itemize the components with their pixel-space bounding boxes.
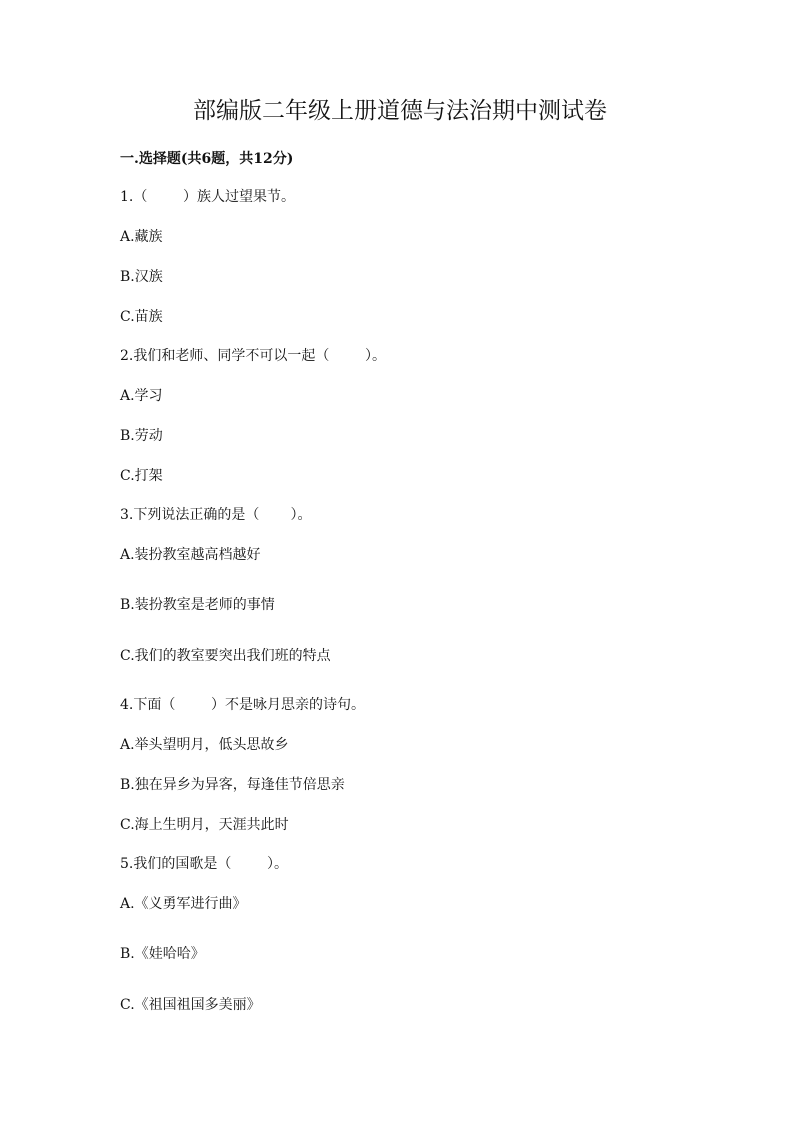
section-heading: 一.选择题(共6题，共12分)	[120, 151, 294, 167]
question-1-option-b: B.汉族	[120, 269, 163, 285]
question-5-option-c: C.《祖国祖国多美丽》	[120, 997, 261, 1013]
question-2-option-c: C.打架	[120, 468, 163, 484]
question-4-option-b: B.独在异乡为异客，每逢佳节倍思亲	[120, 777, 345, 793]
question-5-option-b: B.《娃哈哈》	[120, 946, 205, 962]
question-5-stem: 5.我们的国歌是（ ）。	[120, 856, 288, 872]
question-4-option-a: A.举头望明月，低头思故乡	[120, 737, 289, 753]
question-5-option-a: A.《义勇军进行曲》	[120, 896, 247, 912]
question-2-stem: 2.我们和老师、同学不可以一起（ ）。	[120, 348, 386, 364]
question-3-option-b: B.装扮教室是老师的事情	[120, 597, 275, 613]
question-2-option-b: B.劳动	[120, 428, 163, 444]
question-3-stem: 3.下列说法正确的是（ ）。	[120, 507, 312, 523]
question-2-option-a: A.学习	[120, 388, 163, 404]
page-title: 部编版二年级上册道德与法治期中测试卷	[193, 98, 607, 124]
question-4-option-c: C.海上生明月，天涯共此时	[120, 817, 289, 833]
question-1-option-c: C.苗族	[120, 309, 163, 325]
question-4-stem: 4.下面（ ）不是咏月思亲的诗句。	[120, 697, 365, 713]
question-1-stem: 1.（ ）族人过望果节。	[120, 189, 295, 205]
question-1-option-a: A.藏族	[120, 229, 163, 245]
question-3-option-a: A.装扮教室越高档越好	[120, 547, 261, 563]
question-3-option-c: C.我们的教室要突出我们班的特点	[120, 648, 331, 664]
